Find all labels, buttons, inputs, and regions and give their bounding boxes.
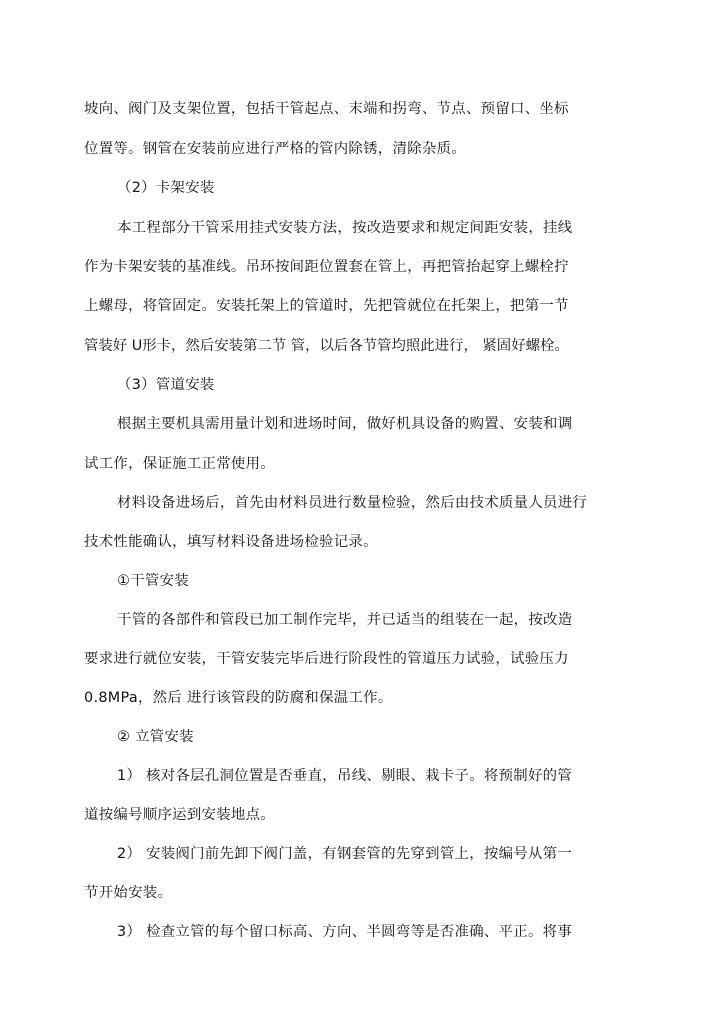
- text-line: 本工程部分干管采用挂式安装方法，按改造要求和规定间距安装，挂线: [117, 220, 573, 236]
- text-line: 要求进行就位安装，干管安装完毕后进行阶段性的管道压力试验，试验压力: [84, 651, 569, 667]
- text-line: 技术性能确认，填写材料设备进场检验记录。: [84, 534, 378, 550]
- text-line: 根据主要机具需用量计划和进场时间，做好机具设备的购置、安装和调: [117, 416, 573, 432]
- text-line: 试工作，保证施工正常使用。: [84, 456, 275, 472]
- text-line: 管装好 U形卡，然后安装第二节 管，以后各节管均照此进行， 紧固好螺栓。: [84, 338, 569, 354]
- text-line: 干管的各部件和管段已加工制作完毕，并已适当的组装在一起，按改造: [117, 612, 573, 628]
- text-line: 节开始安装。: [84, 885, 173, 901]
- text-line: 上螺母，将管固定。安装托架上的管道时，先把管就位在托架上，把第一节: [84, 298, 569, 314]
- section-heading: （2）卡架安装: [117, 180, 215, 196]
- text-line: 3） 检查立管的每个留口标高、方向、半圆弯等是否准确、平正。将事: [117, 924, 573, 940]
- text-line: 位置等。钢管在安装前应进行严格的管内除锈，清除杂质。: [84, 141, 466, 157]
- section-heading: （3）管道安装: [117, 377, 215, 393]
- text-line: 1） 核对各层孔洞位置是否垂直，吊线、剔眼、栽卡子。将预制好的管: [117, 768, 573, 784]
- text-line: 道按编号顺序运到安装地点。: [84, 807, 275, 823]
- section-heading: ② 立管安装: [117, 729, 194, 745]
- text-line: 坡向、阀门及支架位置，包括干管起点、末端和拐弯、节点、预留口、坐标: [84, 101, 569, 117]
- text-line: 2） 安装阀门前先卸下阀门盖，有钢套管的先穿到管上，按编号从第一: [117, 846, 573, 862]
- text-line: 材料设备进场后，首先由材料员进行数量检验，然后由技术质量人员进行: [117, 495, 588, 511]
- text-line: 0.8MPa，然后 进行该管段的防腐和保温工作。: [84, 690, 393, 706]
- text-line: 作为卡架安装的基准线。吊环按间距位置套在管上，再把管抬起穿上螺栓拧: [84, 259, 569, 275]
- section-heading: ①干管安装: [117, 573, 189, 589]
